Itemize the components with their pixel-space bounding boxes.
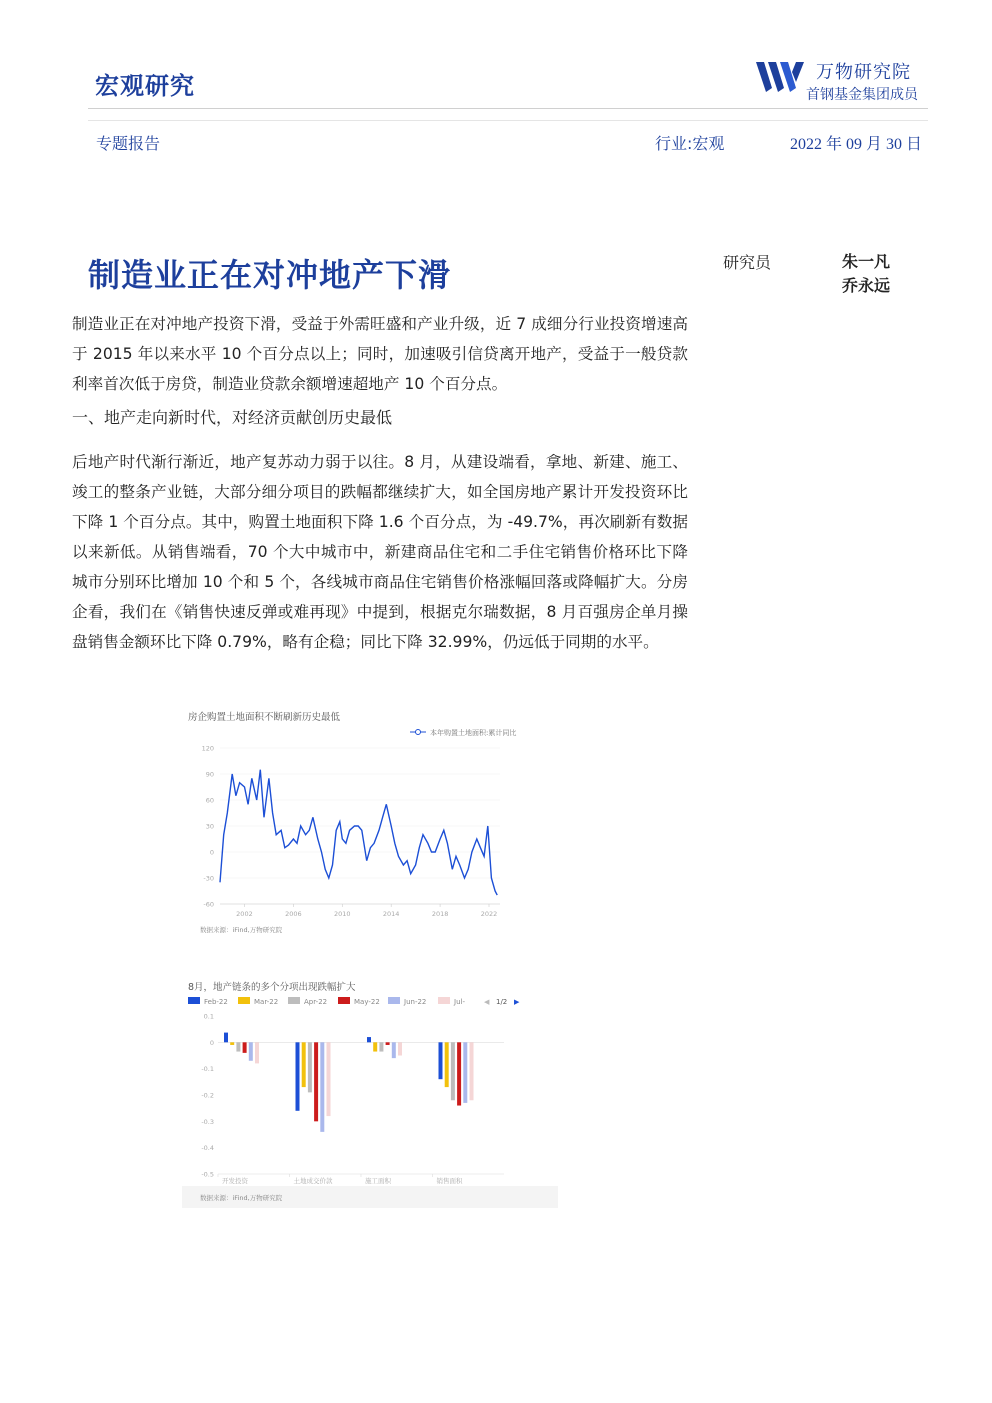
- abstract-paragraph: 制造业正在对冲地产投资下滑，受益于外需旺盛和产业升级，近 7 成细分行业投资增速高于 2015 年以来水平 10 个百分点以上；同时，加速吸引信贷离开地产，受益于一般贷款利率首次低于房贷，制造业贷款余额增速超地产 10 个百分点。: [72, 315, 688, 393]
- y-tick-label: 0: [209, 1038, 214, 1047]
- legend-label: Jun-22: [404, 998, 427, 1006]
- author-list: [842, 250, 890, 298]
- legend-label: May-22: [354, 998, 380, 1006]
- author-name: 乔永远: [842, 276, 891, 295]
- x-tick-label: 2018: [431, 910, 449, 918]
- x-tick-label: 2010: [333, 910, 351, 918]
- y-tick-label: -0.5: [201, 1170, 214, 1179]
- legend-swatch: [338, 997, 350, 1004]
- land-area-line-chart: [182, 708, 526, 940]
- bar: [243, 1042, 247, 1053]
- chart-title: 房企购置土地面积不断刷新历史最低: [188, 712, 341, 723]
- chart-source: 数据来源：iFind,万物研究院: [200, 926, 283, 934]
- y-tick-label: 30: [205, 822, 214, 831]
- legend-page-indicator: 1/2: [496, 998, 508, 1006]
- logo-name: 万物研究院: [816, 62, 911, 83]
- bar: [327, 1042, 331, 1116]
- bar: [320, 1042, 324, 1132]
- bar: [296, 1042, 300, 1110]
- y-tick-label: -0.3: [201, 1117, 214, 1126]
- bar: [230, 1042, 234, 1045]
- category-label: 土地成交价款: [293, 1177, 333, 1185]
- company-logo-icon: [756, 60, 804, 94]
- report-date: 2022 年 09 月 30 日: [790, 136, 923, 153]
- x-tick-label: 2006: [285, 910, 302, 918]
- legend-label: Feb-22: [204, 998, 228, 1006]
- legend-swatch: [238, 997, 250, 1004]
- chart-source: 数据来源：iFind,万物研究院: [200, 1194, 283, 1202]
- report-type: 专题报告: [96, 134, 161, 153]
- legend-swatch: [438, 997, 450, 1004]
- bar: [255, 1042, 259, 1063]
- bar: [314, 1042, 318, 1121]
- bar: [249, 1042, 253, 1060]
- article-title: 制造业正在对冲地产下滑: [88, 256, 452, 294]
- y-tick-label: -0.4: [201, 1144, 214, 1153]
- svg-text:◀: ◀: [484, 998, 490, 1006]
- bar: [373, 1042, 377, 1051]
- category-label: 销售面积: [436, 1177, 463, 1185]
- bar: [439, 1042, 443, 1079]
- bar: [386, 1042, 390, 1045]
- bar: [463, 1042, 467, 1103]
- y-tick-label: -0.2: [201, 1091, 214, 1100]
- section-heading: 一、地产走向新时代，对经济贡献创历史最低: [72, 408, 393, 427]
- bar: [392, 1042, 396, 1058]
- y-tick-label: -0.1: [201, 1065, 214, 1074]
- header-divider: [88, 108, 928, 109]
- legend-label: Jul-: [454, 998, 465, 1006]
- logo-subtitle: 首钢基金集团成员: [806, 87, 918, 103]
- bar: [451, 1042, 455, 1100]
- legend-swatch: [288, 997, 300, 1004]
- researcher-label: 研究员: [723, 253, 772, 272]
- chart-title: 8月，地产链条的多个分项出现跌幅扩大: [188, 982, 356, 993]
- legend-label: Apr-22: [304, 998, 328, 1006]
- property-chain-bar-chart: [182, 978, 558, 1208]
- bar: [398, 1042, 402, 1055]
- bar: [236, 1042, 240, 1051]
- section-title: 宏观研究: [95, 72, 195, 100]
- body-paragraph: 后地产时代渐行渐近，地产复苏动力弱于以往。8 月，从建设端看，拿地、新建、施工、竣工的整条产业链，大部分细分项目的跌幅都继续扩大，如全国房地产累计开发投资环比下降 1 个百分点。其中，购置土地面积下降 1.6 个百分点，为 -49.7%，再次刷新有数据以来新低。从销售端看，70 个大中城市中，新建商品住宅和二手住宅销售价格环比下降城市分别环比增加 10 个和 5 个，各线城市商品住宅销售价格涨幅回落或降幅扩大。分房企看，我们在《销售快速反弹或难再现》中提到，根据克尔瑞数据，8 月百强房企单月操盘销售金额环比下降 0.79%，略有企稳；同比下降 32.99%，仍远低于同期的水平。: [72, 453, 688, 651]
- y-tick-label: 60: [205, 796, 214, 805]
- y-tick-label: 120: [201, 744, 214, 753]
- chart-legend: [410, 728, 516, 737]
- chart-legend: [188, 997, 465, 1006]
- category-label: 开发投资: [222, 1177, 248, 1185]
- bar: [379, 1042, 383, 1051]
- legend-swatch: [188, 997, 200, 1004]
- bar: [367, 1037, 371, 1042]
- y-tick-label: 90: [205, 770, 214, 779]
- x-tick-label: 2002: [236, 910, 253, 918]
- bar: [302, 1042, 306, 1087]
- y-tick-label: -60: [203, 900, 214, 909]
- legend-label: 本年购置土地面积:累计同比: [430, 729, 517, 737]
- bar: [470, 1042, 474, 1100]
- x-tick-label: 2014: [382, 910, 400, 918]
- bar: [224, 1033, 228, 1043]
- y-tick-label: -30: [203, 874, 214, 883]
- legend-label: Mar-22: [254, 998, 279, 1006]
- bar: [445, 1042, 449, 1087]
- next-page-icon[interactable]: ▶: [514, 998, 520, 1006]
- series-line: [220, 770, 497, 895]
- y-tick-label: 0.1: [203, 1012, 214, 1021]
- author-name: 朱一凡: [842, 252, 891, 271]
- legend-pager[interactable]: [484, 998, 520, 1006]
- bar: [457, 1042, 461, 1105]
- industry-label: 行业:宏观: [655, 134, 725, 153]
- category-label: 施工面积: [365, 1177, 391, 1185]
- header-divider-thin: [88, 120, 928, 121]
- legend-swatch: [388, 997, 400, 1004]
- x-tick-label: 2022: [480, 910, 498, 918]
- y-tick-label: 0: [209, 848, 214, 857]
- bar: [308, 1042, 312, 1092]
